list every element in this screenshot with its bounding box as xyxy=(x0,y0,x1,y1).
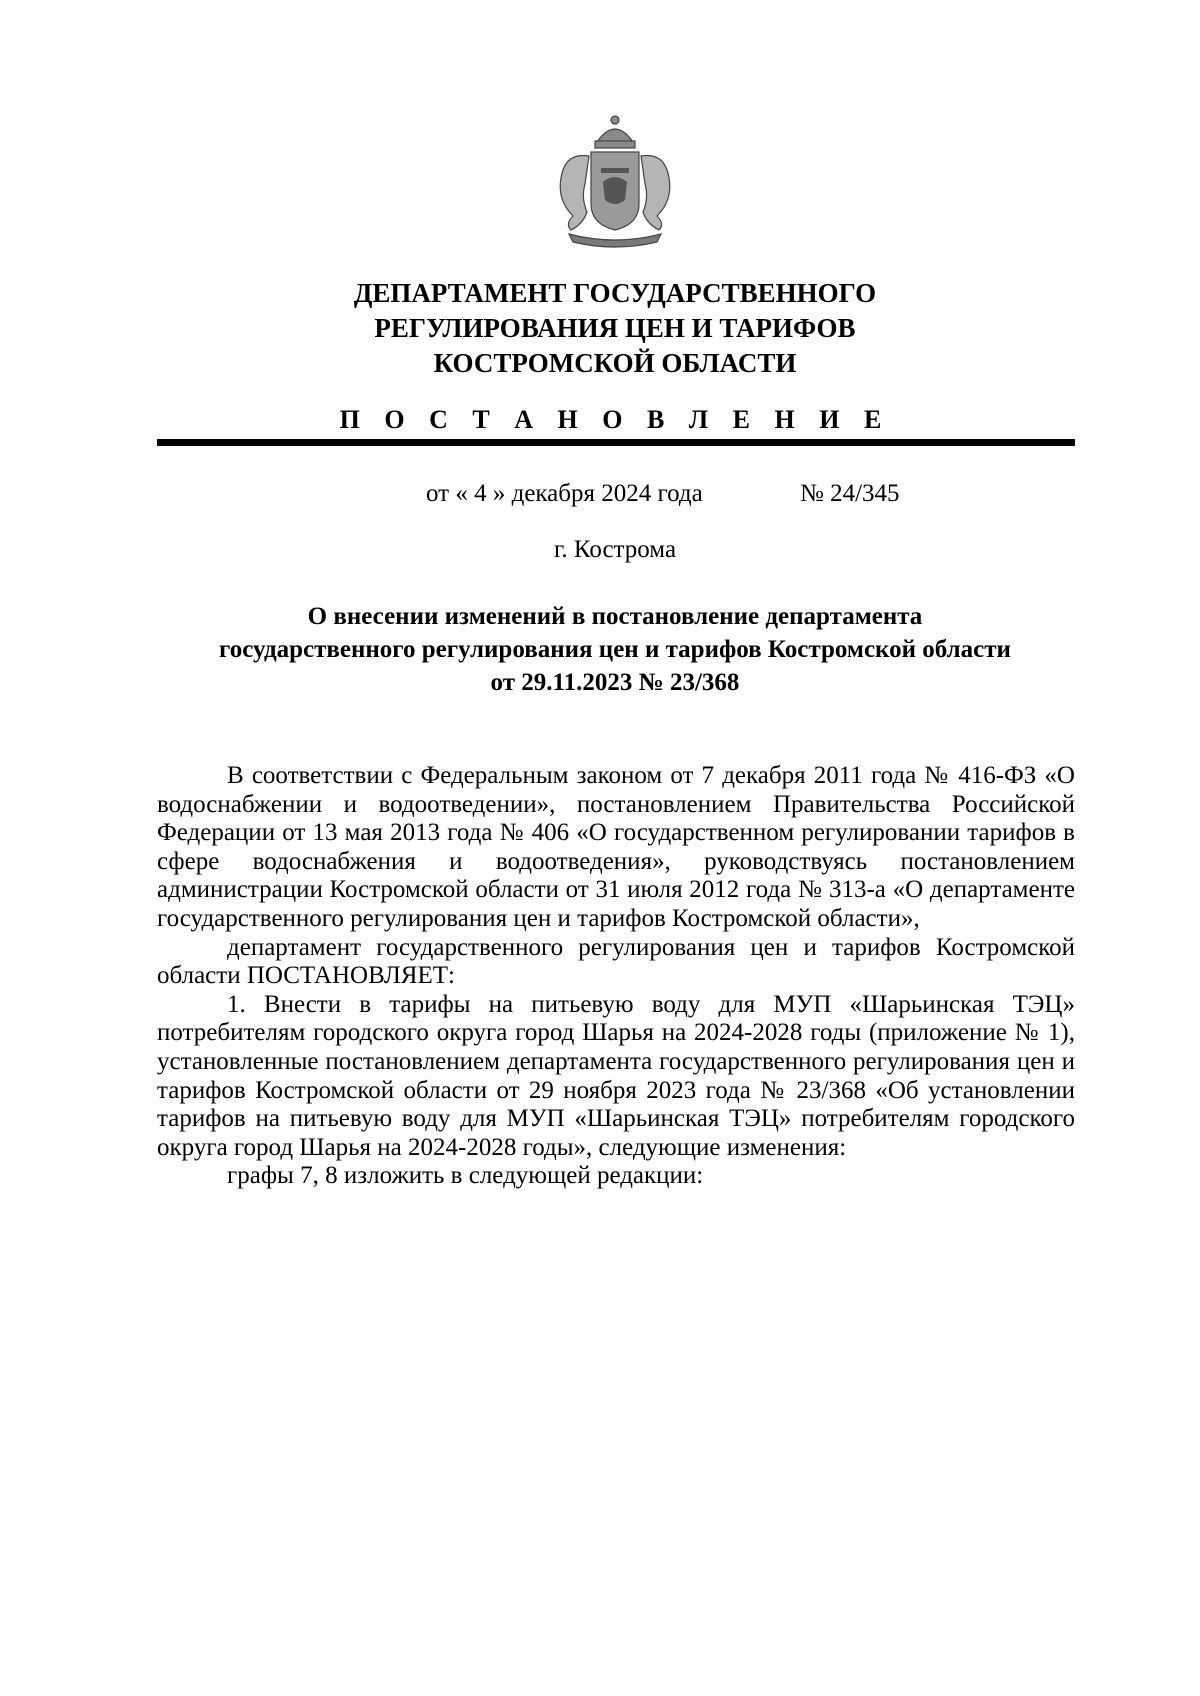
department-name xyxy=(160,276,1070,381)
document-number: № 24/345 xyxy=(800,480,900,507)
document-date: от « 4 » декабря 2024 года xyxy=(426,480,703,507)
subject-line: от 29.11.2023 № 23/368 xyxy=(490,669,740,696)
body-paragraph: графы 7, 8 изложить в следующей редакции: xyxy=(227,1162,704,1190)
subject-line: О внесении изменений в постановление департамента xyxy=(307,603,923,630)
department-line: ДЕПАРТАМЕНТ ГОСУДАРСТВЕННОГО xyxy=(353,278,877,308)
document-subject xyxy=(150,600,1080,699)
body-paragraph: департамент государственного регулирования цен и тарифов Костромской области ПОСТАНОВЛЯЕТ: xyxy=(157,933,1075,990)
document-city: г. Кострома xyxy=(553,536,677,563)
heading-divider xyxy=(157,439,1075,446)
department-line: КОСТРОМСКОЙ ОБЛАСТИ xyxy=(433,348,797,378)
document-body xyxy=(157,762,1075,1191)
body-paragraph: 1. Внести в тарифы на питьевую воду для МУП «Шарьинская ТЭЦ» потребителям городского округа город Шарья на 2024-2028 годы (приложение № 1), установленные постановлением департамента государственного регулирования цен и тарифов Костромской области от 29 ноября 2023 года № 23/368 «Об установлении тарифов на питьевую воду для МУП «Шарьинская ТЭЦ» потребителям городского округа город Шарья на 2024-2028 годы», следующие изменения: xyxy=(157,990,1075,1161)
body-paragraph: В соответствии с Федеральным законом от 7 декабря 2011 года № 416-ФЗ «О водоснабжении и водоотведении», постановлением Правительства Российской Федерации от 13 мая 2013 года № 406 «О государственном регулировании тарифов в сфере водоснабжения и водоотведения», руководствуясь постановлением администрации Костромской области от 31 июля 2012 года № 313-а «О департаменте государственного регулирования цен и тарифов Костромской области», xyxy=(157,762,1075,932)
coat-of-arms-emblem xyxy=(545,112,685,252)
document-type-heading: П О С Т А Н О В Л Е Н И Е xyxy=(339,405,891,434)
department-line: РЕГУЛИРОВАНИЯ ЦЕН И ТАРИФОВ xyxy=(374,313,856,343)
subject-line: государственного регулирования цен и тарифов Костромской области xyxy=(219,636,1011,663)
